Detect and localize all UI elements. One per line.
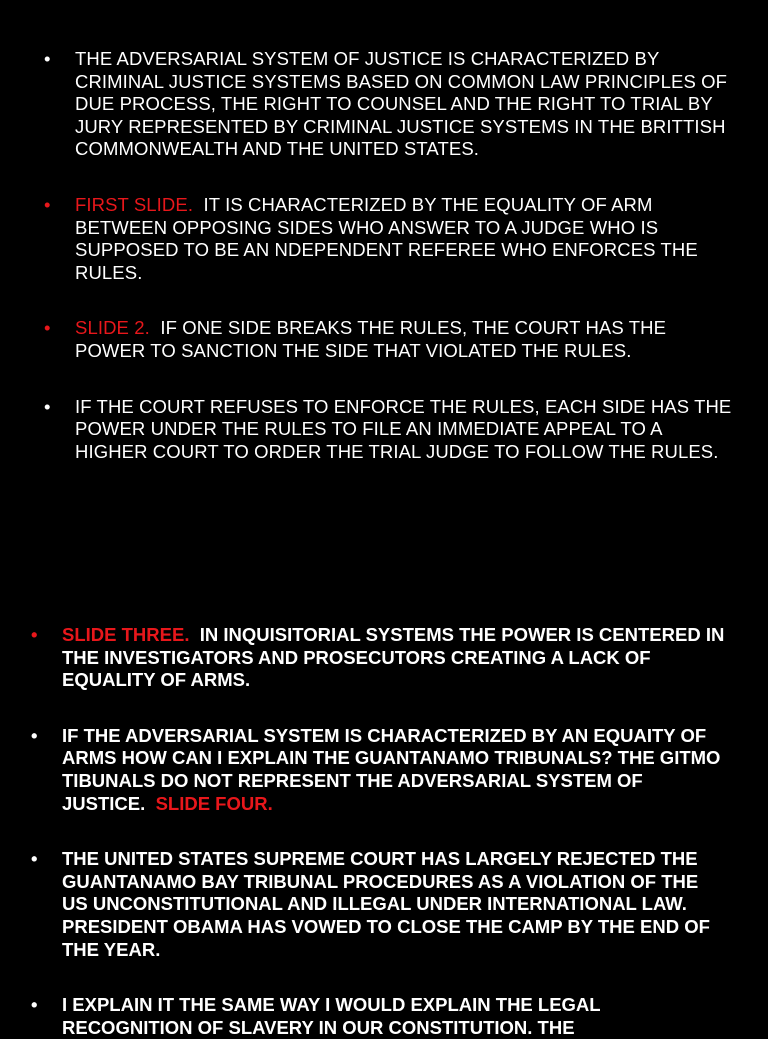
bullet-text: IF THE ADVERSARIAL SYSTEM IS CHARACTERIZED BY AN EQUAITY OF ARMS HOW CAN I EXPLAIN THE GUANTANAMO TRIBUNALS? THE GITMO TIBUNALS DO NOT REPRESENT THE ADVERSARIAL SYSTEM OF JUSTICE. [62,724,721,814]
bullet-dot-icon: • [44,395,51,417]
bullet-item [44,193,738,284]
bullet-dot-icon: • [31,994,38,1016]
bullet-dot-icon: • [44,48,51,69]
bullet-item [31,848,728,961]
bullet-item [31,994,728,1039]
bullet-item [44,317,738,362]
slide-label: SLIDE 2. [75,317,150,339]
slide-top [0,48,768,518]
slide-bottom [0,624,768,1038]
bullet-list-bottom [0,624,768,1039]
bullet-text: IF THE COURT REFUSES TO ENFORCE THE RULES, EACH SIDE HAS THE POWER UNDER THE RULES TO FILE AN IMMEDIATE APPEAL TO A HIGHER COURT TO ORDER THE TRIAL JUDGE TO FOLLOW THE RULES. [75,395,732,462]
bullet-dot-icon: • [44,317,51,339]
bullet-text: I EXPLAIN IT THE SAME WAY I WOULD EXPLAIN THE LEGAL RECOGNITION OF SLAVERY IN OUR CONSTITUTION. THE [62,994,601,1038]
bullet-item [44,48,738,161]
bullet-text: THE UNITED STATES SUPREME COURT HAS LARGELY REJECTED THE GUANTANAMO BAY TRIBUNAL PROCEDURES AS A VIOLATION OF THE US UNCONSTITUTIONAL AND ILLEGAL UNDER INTERNATIONAL LAW. PRESIDENT OBAMA HAS VOWED TO CLOSE THE CAMP BY THE END OF THE YEAR. [62,848,710,960]
bullet-dot-icon: • [31,624,38,645]
bullet-text: THE ADVERSARIAL SYSTEM OF JUSTICE IS CHARACTERIZED BY CRIMINAL JUSTICE SYSTEMS BASED ON COMMON LAW PRINCIPLES OF DUE PROCESS, THE RIGHT TO COUNSEL AND THE RIGHT TO TRIAL BY JURY REPRESENTED BY CRIMINAL JUSTICE SYSTEMS IN THE BRITTISH COMMONWEALTH AND THE UNITED STATES. [75,48,728,160]
bullet-item [31,724,728,815]
bullet-dot-icon: • [31,848,38,870]
bullet-dot-icon: • [31,724,38,746]
bullet-item [44,395,738,464]
bullet-list-top [0,48,768,463]
slide-label: FIRST SLIDE. [75,193,194,215]
bullet-dot-icon: • [44,193,51,215]
bullet-item [31,624,728,692]
slide-label: SLIDE THREE. [62,624,190,645]
bullet-text: IF ONE SIDE BREAKS THE RULES, THE COURT HAS THE POWER TO SANCTION THE SIDE THAT VIOLATED THE RULES. [75,317,667,361]
bullet-text: IN INQUISITORIAL SYSTEMS THE POWER IS CENTERED IN THE INVESTIGATORS AND PROSECUTORS CREATING A LACK OF EQUALITY OF ARMS. [62,624,725,691]
slide-label: SLIDE FOUR. [155,792,273,814]
bullet-text: IT IS CHARACTERIZED BY THE EQUALITY OF ARM BETWEEN OPPOSING SIDES WHO ANSWER TO A JUDGE WHO IS SUPPOSED TO BE AN NDEPENDENT REFEREE WHO ENFORCES THE RULES. [75,193,698,283]
